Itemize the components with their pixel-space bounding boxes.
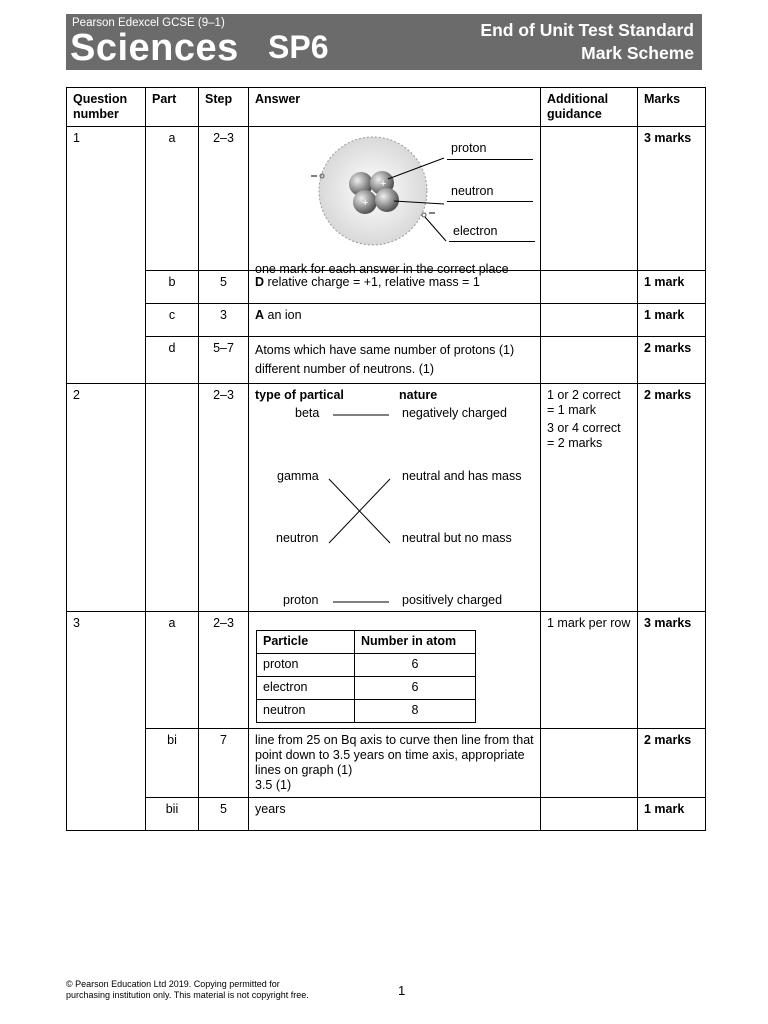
col-marks: Marks bbox=[638, 88, 706, 127]
particle-label: beta bbox=[295, 406, 320, 420]
guidance bbox=[541, 271, 638, 304]
label-electron: electron bbox=[453, 224, 498, 238]
answer-cell bbox=[249, 384, 541, 612]
particle-row bbox=[257, 654, 476, 677]
table-row bbox=[67, 612, 706, 729]
label-proton: proton bbox=[451, 141, 487, 155]
particle-count: 8 bbox=[355, 700, 476, 723]
nucleon-neutron bbox=[375, 188, 399, 212]
answer-line: 3.5 (1) bbox=[255, 778, 292, 792]
nature-label: negatively charged bbox=[402, 406, 507, 420]
answer-letter: D bbox=[255, 275, 265, 289]
answer-text: relative charge = +1, relative mass = 1 bbox=[264, 275, 480, 289]
part bbox=[146, 384, 199, 612]
guidance bbox=[541, 798, 638, 831]
doc-title-line1: End of Unit Test Standard bbox=[480, 20, 694, 40]
marks: 1 mark bbox=[638, 798, 706, 831]
header-banner bbox=[66, 14, 702, 70]
step: 3 bbox=[199, 304, 249, 337]
answer-cell bbox=[249, 127, 541, 276]
table-row bbox=[67, 304, 706, 337]
answer-note: one mark for each answer in the correct place bbox=[255, 262, 509, 276]
step: 7 bbox=[199, 729, 249, 798]
marks: 1 mark bbox=[638, 271, 706, 304]
marks: 2 marks bbox=[638, 384, 706, 612]
step: 5 bbox=[199, 271, 249, 304]
answer-cell: years bbox=[249, 798, 541, 831]
col-guidance: Additional guidance bbox=[541, 88, 638, 127]
answer-text: an ion bbox=[264, 308, 302, 322]
part: bii bbox=[146, 798, 199, 831]
particle-label: proton bbox=[283, 593, 319, 607]
guidance bbox=[541, 337, 638, 384]
question-number: 3 bbox=[67, 612, 146, 831]
particle-table bbox=[256, 630, 476, 723]
particle-row bbox=[257, 677, 476, 700]
heading-particle: type of partical bbox=[255, 388, 344, 402]
marks: 3 marks bbox=[638, 127, 706, 271]
electron-dot bbox=[422, 213, 426, 217]
particle-row bbox=[257, 700, 476, 723]
copyright-notice: © Pearson Education Ltd 2019. Copying permitted for purchasing institution only. This material is not copyright free. bbox=[66, 979, 309, 1000]
particle-count: 6 bbox=[355, 654, 476, 677]
answer-line: Atoms which have same number of protons (1) bbox=[255, 343, 515, 357]
part: d bbox=[146, 337, 199, 384]
step: 5–7 bbox=[199, 337, 249, 384]
guidance bbox=[541, 384, 638, 612]
part: b bbox=[146, 271, 199, 304]
brand-title: Sciences bbox=[70, 27, 239, 69]
nature-label: neutral and has mass bbox=[402, 469, 522, 483]
particle-label: neutron bbox=[276, 531, 319, 545]
table-row bbox=[67, 729, 706, 798]
step: 2–3 bbox=[199, 384, 249, 612]
part: a bbox=[146, 612, 199, 729]
question-number: 1 bbox=[67, 127, 146, 384]
table-row bbox=[67, 384, 706, 612]
guidance bbox=[541, 729, 638, 798]
col-step: Step bbox=[199, 88, 249, 127]
svg-text:+: + bbox=[362, 197, 369, 209]
unit-code: SP6 bbox=[268, 29, 329, 65]
answer-line: different number of neutrons. (1) bbox=[255, 362, 435, 376]
table-row bbox=[67, 337, 706, 384]
answer-cell bbox=[249, 337, 541, 384]
nature-label: neutral but no mass bbox=[402, 531, 512, 545]
mark-scheme-table bbox=[66, 87, 706, 831]
col-part: Part bbox=[146, 88, 199, 127]
step: 5 bbox=[199, 798, 249, 831]
step: 2–3 bbox=[199, 612, 249, 729]
particle-name: neutron bbox=[257, 700, 355, 723]
electron-pointer bbox=[425, 217, 446, 241]
answer-cell bbox=[249, 612, 541, 729]
particle-label: gamma bbox=[277, 469, 319, 483]
marks: 3 marks bbox=[638, 612, 706, 729]
particle-name: electron bbox=[257, 677, 355, 700]
question-number: 2 bbox=[67, 384, 146, 612]
series-name: Pearson Edexcel GCSE (9–1) bbox=[72, 17, 225, 29]
part: c bbox=[146, 304, 199, 337]
svg-text:+: + bbox=[380, 178, 387, 190]
answer-line: line from 25 on Bq axis to curve then line from that point down to 3.5 years on time axis, appropriate lines on graph (1) bbox=[255, 733, 534, 777]
particle-count: 6 bbox=[355, 677, 476, 700]
answer-letter: A bbox=[255, 308, 265, 322]
marks: 2 marks bbox=[638, 729, 706, 798]
table-row bbox=[67, 798, 706, 831]
guidance bbox=[541, 304, 638, 337]
guidance bbox=[541, 127, 638, 271]
guidance-line: 3 or 4 correct = 2 marks bbox=[547, 421, 621, 450]
table-header-row bbox=[67, 88, 706, 127]
col-question-number: Question number bbox=[67, 88, 146, 127]
guidance-line: 1 or 2 correct = 1 mark bbox=[547, 388, 621, 417]
guidance: 1 mark per row bbox=[541, 612, 638, 729]
answer-cell bbox=[249, 304, 541, 337]
heading-nature: nature bbox=[399, 388, 438, 402]
particle-table-header: Particle bbox=[257, 631, 355, 654]
part: bi bbox=[146, 729, 199, 798]
marks: 1 mark bbox=[638, 304, 706, 337]
doc-title-line2: Mark Scheme bbox=[581, 43, 694, 63]
step: 2–3 bbox=[199, 127, 249, 271]
page-number: 1 bbox=[398, 983, 406, 998]
marks: 2 marks bbox=[638, 337, 706, 384]
table-row bbox=[67, 127, 706, 271]
part: a bbox=[146, 127, 199, 271]
label-neutron: neutron bbox=[451, 184, 494, 198]
matching-lines bbox=[249, 384, 539, 614]
particle-name: proton bbox=[257, 654, 355, 677]
nature-label: positively charged bbox=[402, 593, 503, 607]
answer-cell bbox=[249, 729, 541, 798]
particle-table-header: Number in atom bbox=[355, 631, 476, 654]
col-answer: Answer bbox=[249, 88, 541, 127]
